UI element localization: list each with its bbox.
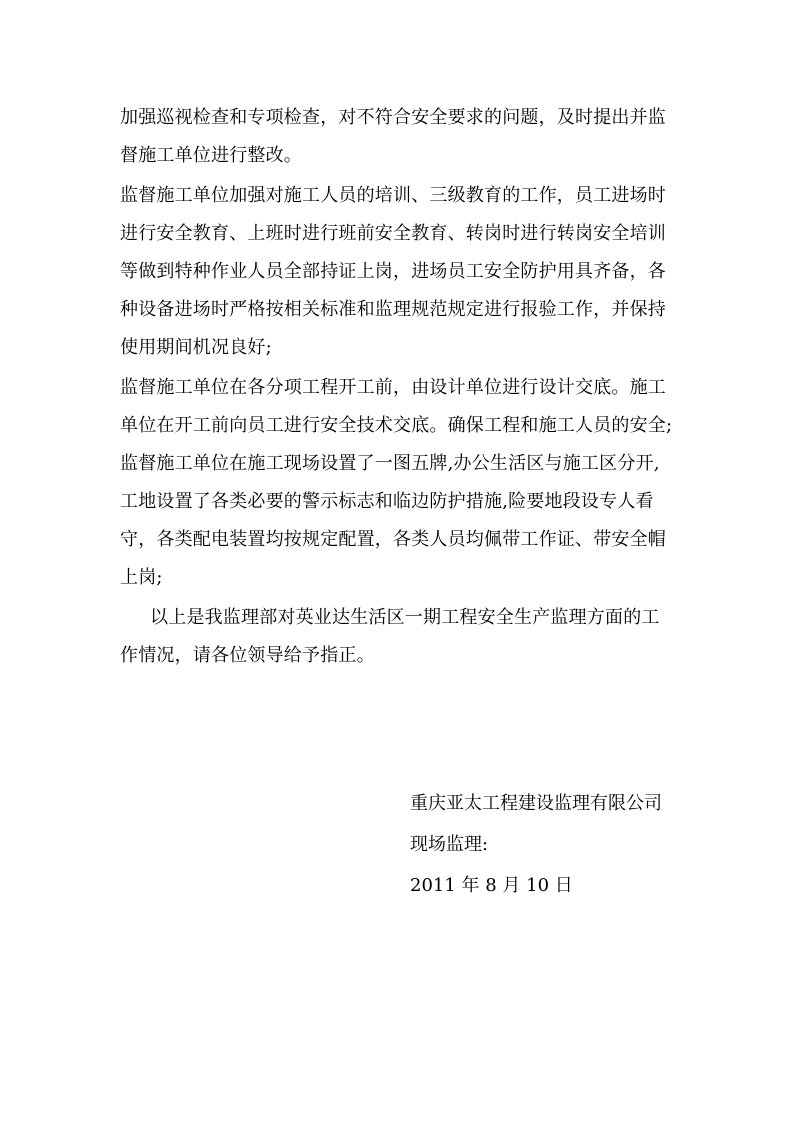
text-line: 等做到特种作业人员全部持证上岗，进场员工安全防护用具齐备，各 bbox=[120, 261, 666, 282]
text-line: 监督施工单位加强对施工人员的培训、三级教育的工作，员工进场时 bbox=[120, 185, 666, 206]
company-name: 重庆亚太工程建设监理有限公司 bbox=[410, 793, 662, 814]
text-line: 加强巡视检查和专项检查，对不符合安全要求的问题，及时提出并监 bbox=[120, 107, 666, 128]
text-line: 以上是我监理部对英业达生活区一期工程安全生产监理方面的工 bbox=[150, 607, 660, 628]
signature-date: 2011 年 8 月 10 日 bbox=[410, 875, 573, 896]
text-line: 进行安全教育、上班时进行班前安全教育、转岗时进行转岗安全培训 bbox=[120, 223, 666, 244]
text-line: 工地设置了各类必要的警示标志和临边防护措施,险要地段设专人看 bbox=[120, 491, 654, 512]
text-line: 作情况，请各位领导给予指正。 bbox=[120, 645, 375, 666]
text-line: 使用期间机况良好; bbox=[120, 337, 272, 358]
text-line: 守，各类配电装置均按规定配置，各类人员均佩带工作证、带安全帽 bbox=[120, 529, 666, 550]
report-body bbox=[120, 101, 682, 677]
signature-block bbox=[410, 788, 710, 911]
text-line: 监督施工单位在各分项工程开工前，由设计单位进行设计交底。施工 bbox=[120, 377, 666, 398]
supervisor-label: 现场监理: bbox=[410, 834, 489, 855]
text-line: 上岗; bbox=[120, 567, 163, 588]
text-line: 单位在开工前向员工进行安全技术交底。确保工程和施工人员的安全; bbox=[120, 415, 673, 436]
text-line: 种设备进场时严格按相关标准和监理规范规定进行报验工作，并保持 bbox=[120, 299, 666, 320]
text-line: 督施工单位进行整改。 bbox=[120, 145, 302, 166]
text-line: 监督施工单位在施工现场设置了一图五牌,办公生活区与施工区分开, bbox=[120, 453, 660, 474]
